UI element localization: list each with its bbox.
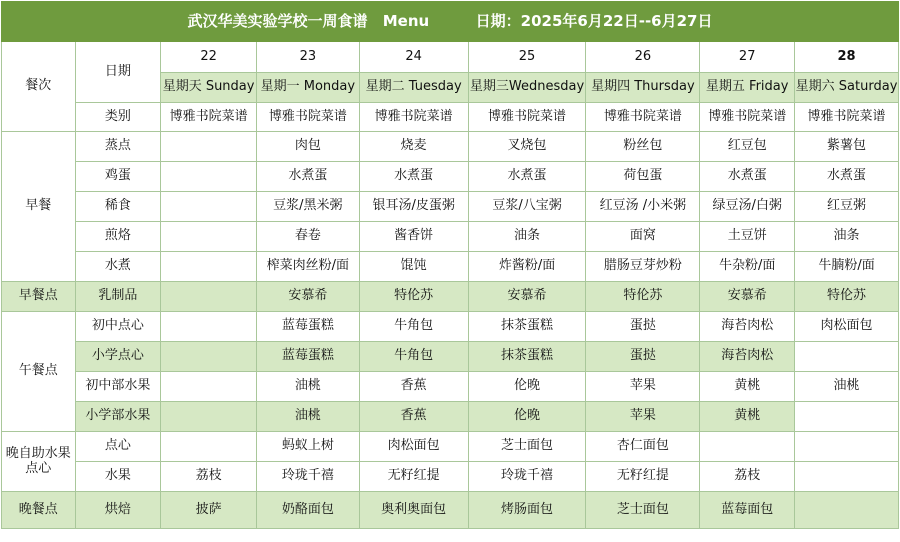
row-label: 初中点心 bbox=[75, 312, 161, 342]
row-label: 小学部水果 bbox=[75, 402, 161, 432]
menu-cell bbox=[161, 372, 257, 402]
menu-cell bbox=[161, 132, 257, 162]
page-title bbox=[187, 12, 712, 30]
menu-cell: 荔枝 bbox=[700, 462, 795, 492]
menu-cell: 蓝莓蛋糕 bbox=[256, 342, 359, 372]
row-label: 小学点心 bbox=[75, 342, 161, 372]
menu-cell: 玲珑千禧 bbox=[468, 462, 586, 492]
category-label: 类别 bbox=[75, 103, 161, 132]
menu-cell bbox=[161, 252, 257, 282]
menu-cell: 黄桃 bbox=[700, 402, 795, 432]
row-boiled bbox=[2, 252, 899, 282]
weekday: 星期六 Saturday bbox=[795, 73, 899, 103]
row-porridge bbox=[2, 192, 899, 222]
menu-cell: 牛角包 bbox=[359, 312, 468, 342]
menu-cell: 水煮蛋 bbox=[256, 162, 359, 192]
menu-cell bbox=[161, 222, 257, 252]
row-label: 乳制品 bbox=[75, 282, 161, 312]
weekday: 星期二 Tuesday bbox=[359, 73, 468, 103]
menu-cell: 荷包蛋 bbox=[586, 162, 700, 192]
menu-cell: 荔枝 bbox=[161, 462, 257, 492]
school-title: 武汉华美实验学校一周食谱 bbox=[187, 11, 368, 30]
menu-cell: 海苔肉松 bbox=[700, 312, 795, 342]
menu-cell: 玲珑千禧 bbox=[256, 462, 359, 492]
menu-cell: 奶酪面包 bbox=[256, 492, 359, 529]
day-number: 23 bbox=[256, 42, 359, 73]
menu-cell: 油桃 bbox=[795, 372, 899, 402]
menu-cell bbox=[161, 312, 257, 342]
menu-cell bbox=[161, 282, 257, 312]
row-primary-fruit bbox=[2, 402, 899, 432]
menu-cell: 炸酱粉/面 bbox=[468, 252, 586, 282]
day-number: 26 bbox=[586, 42, 700, 73]
menu-cell bbox=[161, 162, 257, 192]
date-range: 日期：2025年6月22日--6月27日 bbox=[475, 11, 713, 30]
menu-cell bbox=[795, 402, 899, 432]
menu-cell: 土豆饼 bbox=[700, 222, 795, 252]
category-cell: 博雅书院菜谱 bbox=[161, 103, 257, 132]
menu-cell bbox=[161, 402, 257, 432]
category-cell: 博雅书院菜谱 bbox=[256, 103, 359, 132]
menu-cell: 芝士面包 bbox=[586, 492, 700, 529]
menu-cell: 油条 bbox=[468, 222, 586, 252]
row-steamed bbox=[2, 132, 899, 162]
menu-cell bbox=[161, 342, 257, 372]
category-cell: 博雅书院菜谱 bbox=[795, 103, 899, 132]
menu-cell: 油桃 bbox=[256, 402, 359, 432]
menu-cell: 蚂蚁上树 bbox=[256, 432, 359, 462]
menu-cell: 香蕉 bbox=[359, 402, 468, 432]
menu-cell bbox=[795, 492, 899, 529]
row-primary-snack bbox=[2, 342, 899, 372]
weekly-menu-table bbox=[1, 1, 899, 529]
menu-cell: 红豆粥 bbox=[795, 192, 899, 222]
day-number: 25 bbox=[468, 42, 586, 73]
row-label: 水果 bbox=[75, 462, 161, 492]
menu-cell bbox=[161, 432, 257, 462]
menu-cell: 馄饨 bbox=[359, 252, 468, 282]
menu-cell: 苹果 bbox=[586, 372, 700, 402]
section-breakfast-snack: 早餐点 bbox=[2, 282, 76, 312]
menu-cell: 银耳汤/皮蛋粥 bbox=[359, 192, 468, 222]
menu-cell bbox=[795, 462, 899, 492]
menu-cell: 特伦苏 bbox=[795, 282, 899, 312]
weekday: 星期五 Friday bbox=[700, 73, 795, 103]
menu-cell: 水煮蛋 bbox=[700, 162, 795, 192]
menu-cell: 黄桃 bbox=[700, 372, 795, 402]
category-cell: 博雅书院菜谱 bbox=[700, 103, 795, 132]
menu-cell: 香蕉 bbox=[359, 372, 468, 402]
menu-cell: 安慕希 bbox=[700, 282, 795, 312]
weekday: 星期四 Thursday bbox=[586, 73, 700, 103]
menu-cell: 肉包 bbox=[256, 132, 359, 162]
row-label: 初中部水果 bbox=[75, 372, 161, 402]
menu-cell bbox=[700, 432, 795, 462]
row-junior-fruit bbox=[2, 372, 899, 402]
menu-cell: 蛋挞 bbox=[586, 312, 700, 342]
date-label: 日期 bbox=[75, 42, 161, 103]
menu-cell: 豆浆/黑米粥 bbox=[256, 192, 359, 222]
section-dinner-snack: 晚餐点 bbox=[2, 492, 76, 529]
section-evening-self-label: 晚自助水果点心 bbox=[5, 445, 71, 476]
menu-cell: 无籽红提 bbox=[359, 462, 468, 492]
category-cell: 博雅书院菜谱 bbox=[359, 103, 468, 132]
weekday: 星期一 Monday bbox=[256, 73, 359, 103]
menu-cell: 蓝莓面包 bbox=[700, 492, 795, 529]
row-label: 点心 bbox=[75, 432, 161, 462]
title-row bbox=[2, 2, 899, 42]
menu-cell: 油桃 bbox=[256, 372, 359, 402]
menu-cell: 水煮蛋 bbox=[359, 162, 468, 192]
menu-cell: 牛腩粉/面 bbox=[795, 252, 899, 282]
header-row-category bbox=[2, 103, 899, 132]
category-cell: 博雅书院菜谱 bbox=[468, 103, 586, 132]
menu-cell: 肉松面包 bbox=[795, 312, 899, 342]
menu-cell: 安慕希 bbox=[468, 282, 586, 312]
menu-cell: 蓝莓蛋糕 bbox=[256, 312, 359, 342]
weekday: 星期天 Sunday bbox=[161, 73, 257, 103]
menu-cell: 紫薯包 bbox=[795, 132, 899, 162]
row-baking bbox=[2, 492, 899, 529]
menu-cell: 肉松面包 bbox=[359, 432, 468, 462]
menu-cell: 奥利奥面包 bbox=[359, 492, 468, 529]
menu-cell: 榨菜肉丝粉/面 bbox=[256, 252, 359, 282]
day-number: 28 bbox=[795, 42, 899, 73]
row-dairy bbox=[2, 282, 899, 312]
row-label: 水煮 bbox=[75, 252, 161, 282]
menu-cell: 红豆包 bbox=[700, 132, 795, 162]
day-number: 27 bbox=[700, 42, 795, 73]
menu-cell: 海苔肉松 bbox=[700, 342, 795, 372]
menu-cell: 杏仁面包 bbox=[586, 432, 700, 462]
menu-cell: 面窝 bbox=[586, 222, 700, 252]
row-junior-snack bbox=[2, 312, 899, 342]
menu-cell: 水煮蛋 bbox=[795, 162, 899, 192]
row-label: 稀食 bbox=[75, 192, 161, 222]
menu-cell: 牛杂粉/面 bbox=[700, 252, 795, 282]
menu-cell: 蛋挞 bbox=[586, 342, 700, 372]
menu-cell: 酱香饼 bbox=[359, 222, 468, 252]
menu-cell bbox=[795, 432, 899, 462]
menu-cell: 特伦苏 bbox=[586, 282, 700, 312]
menu-cell: 春卷 bbox=[256, 222, 359, 252]
menu-cell: 特伦苏 bbox=[359, 282, 468, 312]
menu-cell: 烧麦 bbox=[359, 132, 468, 162]
menu-cell: 苹果 bbox=[586, 402, 700, 432]
day-number: 22 bbox=[161, 42, 257, 73]
header-row-dates bbox=[2, 42, 899, 73]
row-label: 蒸点 bbox=[75, 132, 161, 162]
menu-sheet bbox=[1, 1, 899, 540]
menu-cell: 腊肠豆芽炒粉 bbox=[586, 252, 700, 282]
menu-cell: 伦晚 bbox=[468, 372, 586, 402]
row-evening-snack bbox=[2, 432, 899, 462]
category-cell: 博雅书院菜谱 bbox=[586, 103, 700, 132]
menu-cell: 烤肠面包 bbox=[468, 492, 586, 529]
menu-cell: 无籽红提 bbox=[586, 462, 700, 492]
menu-word: Menu bbox=[382, 11, 430, 30]
row-egg bbox=[2, 162, 899, 192]
meal-label: 餐次 bbox=[2, 42, 76, 132]
row-evening-fruit bbox=[2, 462, 899, 492]
row-label: 鸡蛋 bbox=[75, 162, 161, 192]
menu-cell: 红豆汤 /小米粥 bbox=[586, 192, 700, 222]
menu-cell: 水煮蛋 bbox=[468, 162, 586, 192]
menu-cell: 披萨 bbox=[161, 492, 257, 529]
row-fried bbox=[2, 222, 899, 252]
menu-cell: 芝士面包 bbox=[468, 432, 586, 462]
title-cell bbox=[2, 2, 899, 42]
menu-cell: 油条 bbox=[795, 222, 899, 252]
row-label: 烘焙 bbox=[75, 492, 161, 529]
menu-cell: 粉丝包 bbox=[586, 132, 700, 162]
menu-cell: 安慕希 bbox=[256, 282, 359, 312]
menu-cell: 绿豆汤/白粥 bbox=[700, 192, 795, 222]
menu-cell: 牛角包 bbox=[359, 342, 468, 372]
menu-cell: 抹茶蛋糕 bbox=[468, 312, 586, 342]
section-breakfast: 早餐 bbox=[2, 132, 76, 282]
weekday: 星期三Wednesday bbox=[468, 73, 586, 103]
menu-cell bbox=[161, 192, 257, 222]
menu-cell bbox=[795, 342, 899, 372]
day-number: 24 bbox=[359, 42, 468, 73]
row-label: 煎烙 bbox=[75, 222, 161, 252]
menu-cell: 伦晚 bbox=[468, 402, 586, 432]
section-evening-self bbox=[2, 432, 76, 492]
section-lunch-snack: 午餐点 bbox=[2, 312, 76, 432]
menu-cell: 豆浆/八宝粥 bbox=[468, 192, 586, 222]
menu-cell: 抹茶蛋糕 bbox=[468, 342, 586, 372]
menu-cell: 叉烧包 bbox=[468, 132, 586, 162]
